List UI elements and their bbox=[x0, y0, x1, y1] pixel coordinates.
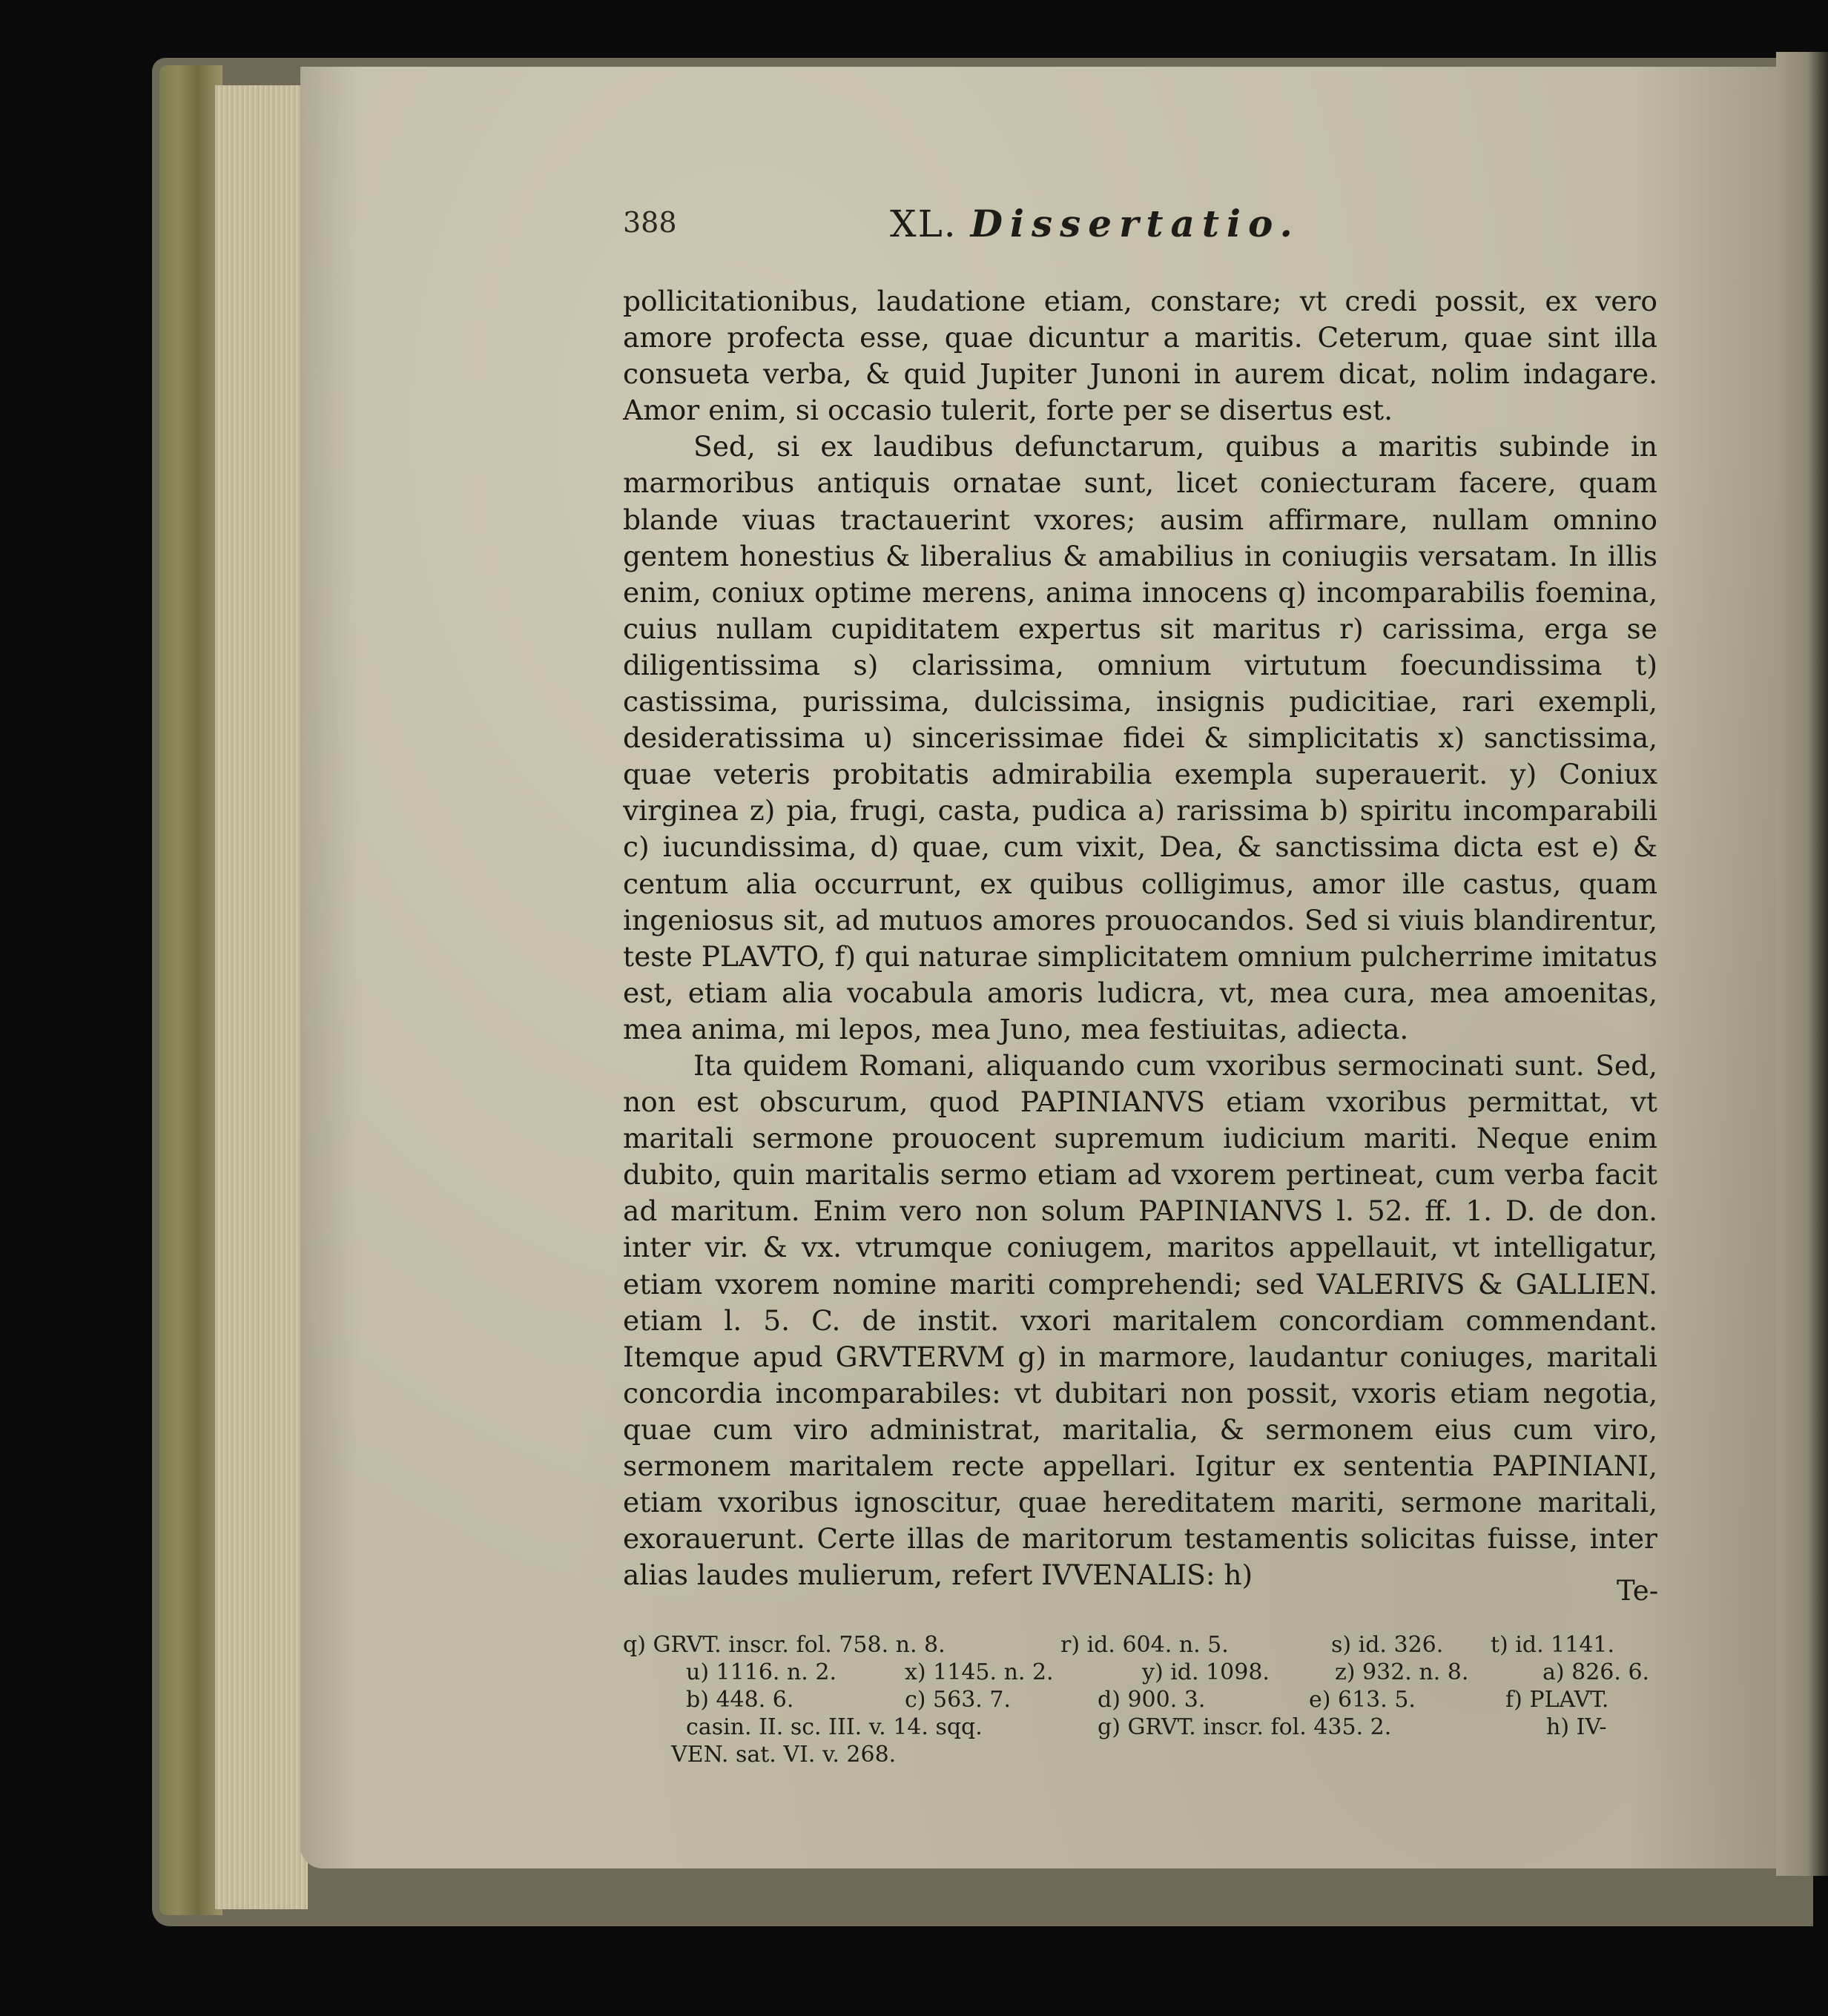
page-number: 388 bbox=[623, 206, 677, 239]
footnote-g: g) GRVT. inscr. fol. 435. 2. bbox=[1098, 1714, 1392, 1740]
footnote-h-cont: VEN. sat. VI. v. 268. bbox=[671, 1742, 897, 1768]
running-head-title: Dissertatio. bbox=[970, 202, 1300, 245]
footnote-line-4 bbox=[623, 1713, 1657, 1741]
book-fore-edge bbox=[159, 65, 222, 1915]
page-stack-edge bbox=[215, 85, 308, 1909]
footnote-d: d) 900. 3. bbox=[1098, 1687, 1206, 1713]
footnote-b: b) 448. 6. bbox=[686, 1687, 794, 1713]
footnote-line-3 bbox=[623, 1686, 1657, 1713]
footnotes bbox=[623, 1631, 1657, 1768]
footnote-u: u) 1116. n. 2. bbox=[686, 1659, 837, 1685]
paragraph-2: Sed, si ex laudibus defunctarum, quibus a maritis subinde in marmoribus antiquis ornatae sunt, licet coniecturam facere, quam blande viuas tractauerint vxores; ausim affirmare, nullam omnino gentem honestius & liberalius & amabilius in coniugiis versatam. In illis enim, coniux optime merens, anima innocens q) incomparabilis foemina, cuius nullam cupiditatem expertus sit maritus r) carissima, erga se diligentissima s) clarissima, omnium virtutum foecundissima t) castissima, purissima, dulcissima, insignis pudicitiae, rari exempli, desideratissima u) sincerissimae fidei & simplicitatis x) sanctissima, quae veteris probitatis admirabilia exempla superauerit. y) Coniux virginea z) pia, frugi, casta, pudica a) rarissima b) spiritu incomparabili c) iucundissima, d) quae, cum vixit, Dea, & sanctissima dicta est e) & centum alia occurrunt, ex quibus colligimus, amor ille castus, quam ingeniosus sit, ad mutuos amores prouocandos. Sed si viuis blandirentur, teste PLAVTO, f) qui naturae simplicitatem omnium pulcherrime imitatus est, etiam alia vocabula amoris ludicra, vt, mea cura, mea amoenitas, mea anima, mi lepos, mea Juno, mea festiuitas, adiecta. bbox=[623, 430, 1657, 1045]
body-text bbox=[623, 283, 1657, 1593]
footnote-line-1 bbox=[623, 1631, 1657, 1659]
paragraph-3: Ita quidem Romani, aliquando cum vxoribus sermocinati sunt. Sed, non est obscurum, quod PAPINIANVS etiam vxoribus permittat, vt maritali sermone prouocent supremum iudicium mariti. Neque enim dubito, quin maritalis sermo etiam ad vxorem pertineat, cum verba facit ad maritum. Enim vero non solum PAPINIANVS l. 52. ff. 1. D. de don. inter vir. & vx. vtrumque coniugem, maritos appellauit, vt intelligatur, etiam vxorem nomine mariti comprehendi; sed VALERIVS & GALLIEN. etiam l. 5. C. de instit. vxori maritalem concordiam commendant. Itemque apud GRVTERVM g) in marmore, laudantur coniuges, maritali concordia incomparabiles: vt dubitari non possit, vxoris etiam negotia, quae cum viro administrat, maritalia, & sermonem eius cum viro, sermonem maritalem recte appellari. Igitur ex sententia PAPINIANI, etiam vxoribus ignoscitur, quae hereditatem mariti, sermone maritali, exorauerunt. Certe illas de maritorum testamentis solicitas fuisse, inter alias laudes mulierum, refert IVVENALIS: h) bbox=[623, 1048, 1657, 1592]
footnote-line-5 bbox=[623, 1741, 1657, 1768]
footnote-c: c) 563. 7. bbox=[905, 1687, 1011, 1713]
running-head bbox=[890, 202, 1300, 245]
running-head-numeral: XL. bbox=[890, 202, 957, 245]
footnote-q: q) GRVT. inscr. fol. 758. n. 8. bbox=[623, 1632, 946, 1658]
footnote-f: f) PLAVT. bbox=[1505, 1687, 1609, 1713]
footnote-x: x) 1145. n. 2. bbox=[905, 1659, 1054, 1685]
footnote-y: y) id. 1098. bbox=[1142, 1659, 1270, 1685]
catchword: Te- bbox=[1617, 1575, 1659, 1607]
footnote-z: z) 932. n. 8. bbox=[1335, 1659, 1469, 1685]
footnote-t: t) id. 1141. bbox=[1491, 1632, 1615, 1658]
footnote-h: h) IV- bbox=[1546, 1714, 1607, 1740]
page-header bbox=[623, 202, 1657, 258]
footnote-r: r) id. 604. n. 5. bbox=[1060, 1632, 1229, 1658]
footnote-e: e) 613. 5. bbox=[1309, 1687, 1416, 1713]
footnote-line-2 bbox=[623, 1659, 1657, 1686]
facing-page-edge bbox=[1776, 52, 1828, 1876]
footnote-a: a) 826. 6. bbox=[1542, 1659, 1650, 1685]
paragraph-1: pollicitationibus, laudatione etiam, constare; vt credi possit, ex vero amore profecta esse, quae dicuntur a maritis. Ceterum, quae sint illa consueta verba, & quid Jupiter Junoni in aurem dicat, nolim indagare. Amor enim, si occasio tulerit, forte per se disertus est. bbox=[623, 285, 1657, 427]
footnote-f-cont: casin. II. sc. III. v. 14. sqq. bbox=[686, 1714, 983, 1740]
footnote-s: s) id. 326. bbox=[1331, 1632, 1444, 1658]
